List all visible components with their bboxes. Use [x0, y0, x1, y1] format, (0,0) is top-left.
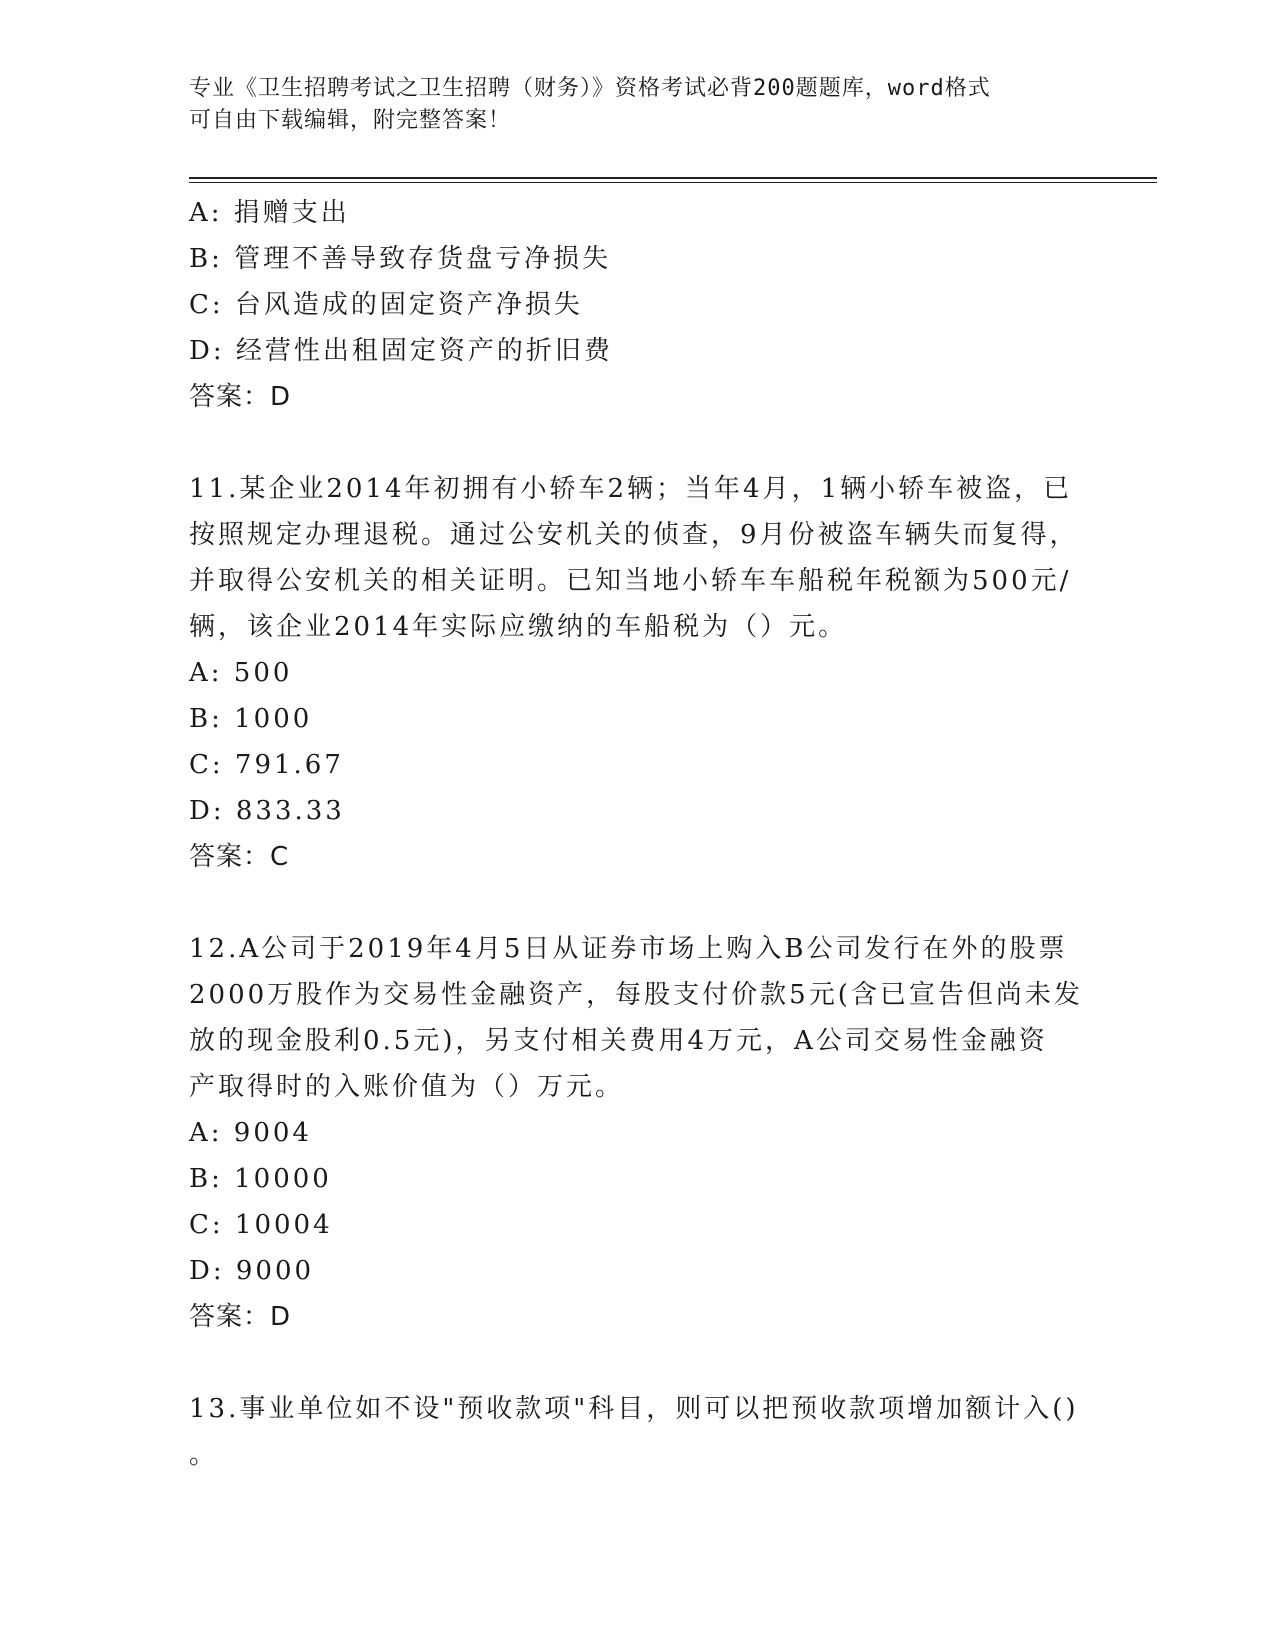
question-10	[189, 190, 1089, 420]
header-divider-thin	[189, 182, 1157, 183]
question-stem-line: 并取得公安机关的相关证明。已知当地小轿车车船税年税额为500元/	[189, 566, 1072, 596]
document-header	[189, 73, 1089, 137]
question-list	[189, 190, 1089, 1478]
header-line-1: 专业《卫生招聘考试之卫生招聘（财务）》资格考试必背200题题库，word格式	[189, 76, 991, 101]
option-b: B: 管理不善导致存货盘亏净损失	[189, 244, 612, 274]
header-line-2: 可自由下载编辑，附完整答案！	[189, 108, 512, 133]
question-stem-line: 辆，该企业2014年实际应缴纳的车船税为（）元。	[189, 612, 848, 642]
option-d: D: 9000	[189, 1256, 315, 1286]
question-12	[189, 926, 1089, 1340]
option-a: A: 500	[189, 658, 293, 688]
spacer	[189, 420, 1089, 466]
spacer	[189, 880, 1089, 926]
question-stem-line: 12.A公司于2019年4月5日从证券市场上购入B公司发行在外的股票	[189, 934, 1068, 964]
answer: 答案：D	[189, 382, 292, 412]
option-b: B: 1000	[189, 704, 313, 734]
question-11	[189, 466, 1089, 880]
option-d: D: 经营性出租固定资产的折旧费	[189, 336, 613, 366]
header-divider-thick	[189, 177, 1157, 179]
option-d: D: 833.33	[189, 796, 345, 826]
option-a: A: 捐赠支出	[189, 198, 350, 228]
question-stem-line: 11.某企业2014年初拥有小轿车2辆；当年4月，1辆小轿车被盗，已	[189, 474, 1073, 504]
option-a: A: 9004	[189, 1118, 312, 1148]
answer: 答案：D	[189, 1302, 292, 1332]
option-b: B: 10000	[189, 1164, 332, 1194]
spacer	[189, 1340, 1089, 1386]
option-c: C: 10004	[189, 1210, 333, 1240]
answer: 答案：C	[189, 842, 290, 872]
question-stem-line: 13.事业单位如不设"预收款项"科目，则可以把预收款项增加额计入()	[189, 1394, 1079, 1424]
option-c: C: 791.67	[189, 750, 344, 780]
question-stem-line: 按照规定办理退税。通过公安机关的侦查，9月份被盗车辆失而复得，	[189, 520, 1079, 550]
question-stem-line: 2000万股作为交易性金融资产，每股支付价款5元(含已宣告但尚未发	[189, 980, 1083, 1010]
question-stem-line: 。	[189, 1440, 219, 1470]
question-stem-line: 产取得时的入账价值为（）万元。	[189, 1072, 625, 1102]
option-c: C: 台风造成的固定资产净损失	[189, 290, 583, 320]
question-13	[189, 1386, 1089, 1478]
question-stem-line: 放的现金股利0.5元)，另支付相关费用4万元，A公司交易性金融资	[189, 1026, 1048, 1056]
